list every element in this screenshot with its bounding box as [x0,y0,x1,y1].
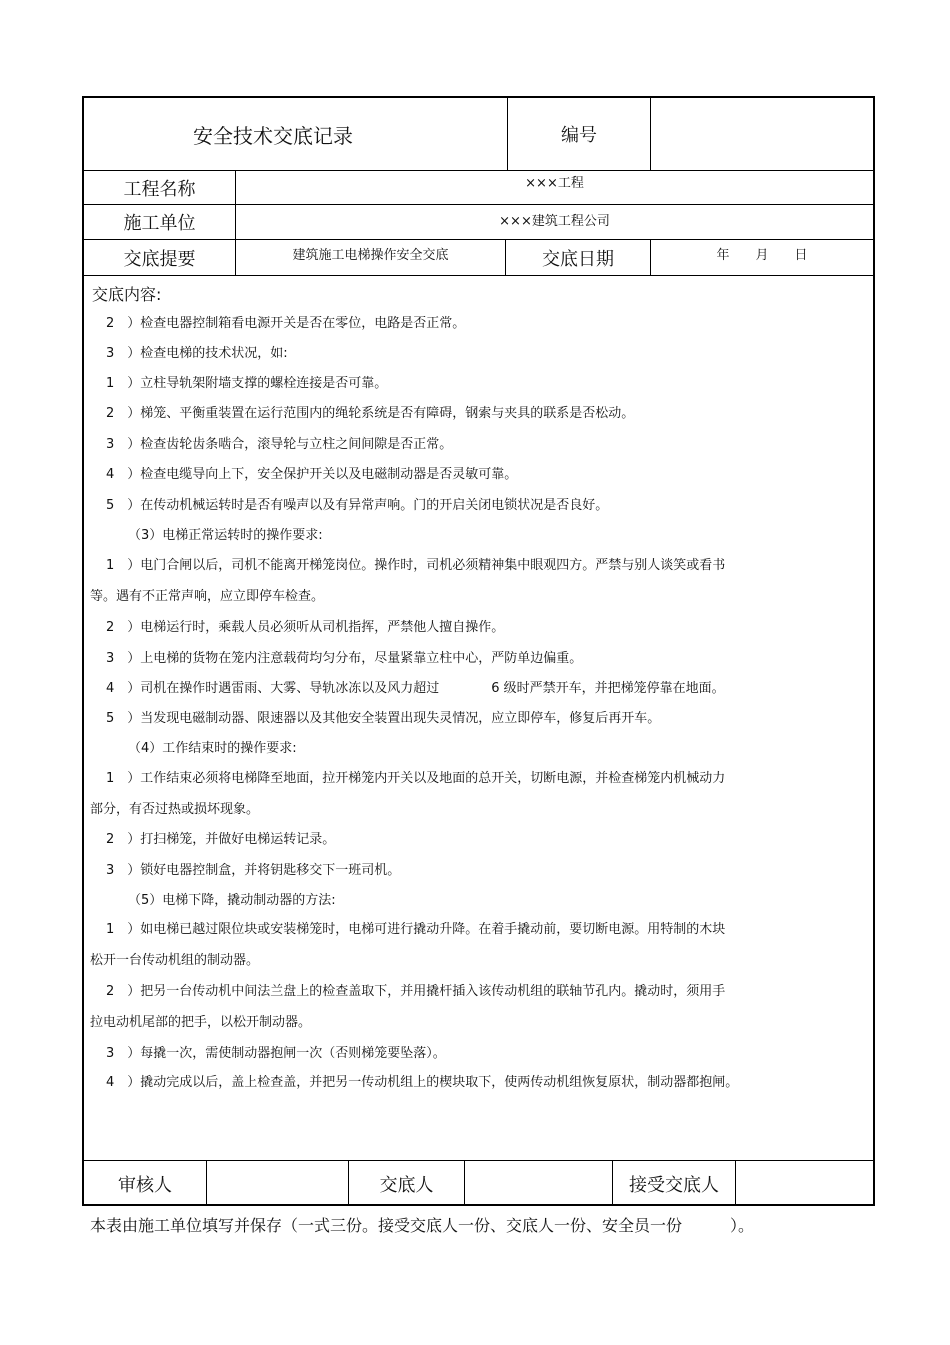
content-subheading: （4）工作结束时的操作要求: [128,741,297,756]
receiver-value [736,1161,873,1206]
content-line: 松开一台传动机组的制动器。 [90,953,260,968]
content-line: 3 ）检查齿轮齿条啮合，滚导轮与立柱之间间隙是否正常。 [106,437,453,452]
content-heading: 交底内容: [92,285,162,304]
project-label: 工程名称 [123,178,196,200]
content-line: 3 ）上电梯的货物在笼内注意载荷均匀分布，尽量紧靠立柱中心，严防单边偏重。 [106,651,583,666]
content-line: 1 ）立柱导轨架附墙支撑的螺栓连接是否可靠。 [106,376,388,391]
content-line: 3 ）锁好电器控制盒，并将钥匙移交下一班司机。 [106,863,401,878]
content-line: 2 ）检查电器控制箱看电源开关是否在零位，电路是否正常。 [106,316,466,331]
content-line: 4 ）撬动完成以后，盖上检查盖，并把另一传动机组上的楔块取下，使两传动机组恢复原状，制动器都抱闸。 [106,1075,739,1090]
content-line: 部分，有否过热或损坏现象。 [90,802,260,817]
number-label: 编号 [561,125,597,146]
project-value: ×××工程 [525,175,584,191]
number-value [651,98,873,170]
content-line: 等。遇有不正常声响，应立即停车检查。 [90,589,325,604]
content-subheading: （5）电梯下降，撬动制动器的方法: [128,893,336,908]
content-line: 4 ）司机在操作时遇雷雨、大雾、导轨冰冻以及风力超过 6 级时严禁开车，并把梯笼停靠在地面。 [106,681,725,696]
discloser-label: 交底人 [379,1174,434,1196]
date-label: 交底日期 [542,248,614,270]
content-subheading: （3）电梯正常运转时的操作要求: [128,528,323,543]
reviewer-value [207,1161,348,1206]
form-title: 安全技术交底记录 [193,123,353,148]
content-line: 2 ）电梯运行时，乘载人员必须听从司机指挥，严禁他人擅自操作。 [106,620,505,635]
content-line: 2 ）打扫梯笼，并做好电梯运转记录。 [106,832,336,847]
content-line: 4 ）检查电缆导向上下，安全保护开关以及电磁制动器是否灵敏可靠。 [106,467,518,482]
footer-note: 本表由施工单位填写并保存（一式三份。接受交底人一份、交底人一份、安全员一份 ）。 [90,1216,755,1235]
content-line: 拉电动机尾部的把手，以松开制动器。 [90,1015,312,1030]
content-line: 1 ）电门合闸以后，司机不能离开梯笼岗位。操作时，司机必须精神集中眼观四方。严禁与别人谈笑或看书 [106,558,726,573]
row-divider [84,275,873,276]
content-line: 1 ）如电梯已越过限位块或安装梯笼时，电梯可进行撬动升降。在着手撬动前，要切断电源。用特制的木块 [106,922,726,937]
reviewer-label: 审核人 [118,1174,172,1196]
content-line: 5 ）在传动机械运转时是否有噪声以及有异常声响。门的开启关闭电锁状况是否良好。 [106,498,609,513]
content-line: 3 ）每撬一次，需使制动器抱闸一次（否则梯笼要坠落）。 [106,1046,446,1061]
content-line: 2 ）梯笼、平衡重装置在运行范围内的绳轮系统是否有障碍，钢索与夹具的联系是否松动。 [106,406,635,421]
summary-value: 建筑施工电梯操作安全交底 [292,247,449,263]
summary-label: 交底提要 [123,248,196,270]
receiver-label: 接受交底人 [629,1174,719,1196]
content-line: 2 ）把另一台传动机中间法兰盘上的检查盖取下，并用撬杆插入该传动机组的联轴节孔内。撬动时，须用手 [106,984,726,999]
unit-label: 施工单位 [123,213,196,234]
discloser-value [465,1161,612,1206]
disclosure-form [82,96,875,1206]
date-value: 年 月 日 [716,247,808,263]
content-line: 1 ）工作结束必须将电梯降至地面，拉开梯笼内开关以及地面的总开关，切断电源，并检查梯笼内机械动力 [106,771,726,786]
unit-value: ×××建筑工程公司 [499,213,610,229]
content-line: 3 ）检查电梯的技术状况，如: [106,346,288,361]
content-line: 5 ）当发现电磁制动器、限速器以及其他安全装置出现失灵情况，应立即停车，修复后再开车。 [106,711,661,726]
